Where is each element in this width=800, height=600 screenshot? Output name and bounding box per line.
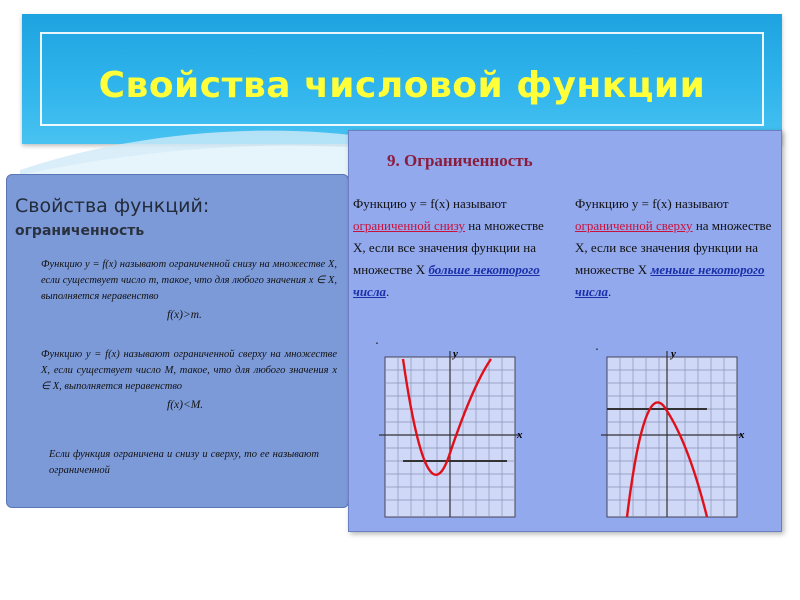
graph-bounded-below <box>379 345 529 521</box>
text-part: на множестве X, если все значения функции на множестве X <box>575 218 772 277</box>
definition-bounded: Если функция ограничена и снизу и сверху, то ее называют ограниченной <box>49 449 319 476</box>
formula-bounded-above: f(x)<M. <box>167 399 204 411</box>
formula-bounded-below: f(x)>m. <box>167 309 202 321</box>
bounded-below-term: ограниченной снизу <box>353 218 465 233</box>
bounded-above-term: ограниченной сверху <box>575 218 693 233</box>
graph-area <box>607 357 737 517</box>
less-than-number: меньше некоторого числа <box>575 262 765 299</box>
text-part: . <box>608 284 612 299</box>
graph-bounded-above <box>601 345 751 521</box>
slide-title: Свойства числовой функции <box>98 65 706 106</box>
marker-dot: . <box>375 331 379 347</box>
y-axis-label: y <box>671 348 676 360</box>
greater-than-number: больше некоторого числа <box>353 262 540 299</box>
text-part: Функцию y = f(x) называют <box>353 196 507 211</box>
x-axis-label: x <box>517 429 523 441</box>
marker-dot: . <box>595 337 599 353</box>
definition-bounded-below: Функцию y = f(x) называют ограниченной снизу на множестве X, если существует число m, такое, что для любого значения x ∈ X, выполняется неравенство <box>41 259 337 302</box>
left-panel <box>6 174 349 508</box>
x-axis-label: x <box>739 429 745 441</box>
right-panel-heading: 9. Ограниченность <box>387 151 533 170</box>
left-panel-subheading: ограниченность <box>15 223 145 239</box>
text-part: . <box>386 284 390 299</box>
right-panel <box>348 130 782 532</box>
definition-bounded-above: Функцию y = f(x) называют ограниченной сверху на множестве X, если существует число M, такое, что для любого значения x ∈ X, выполняется неравенство <box>41 349 337 392</box>
bounded-above-text <box>575 193 775 303</box>
left-panel-heading: Свойства функций: <box>15 195 210 217</box>
bounded-below-text <box>353 193 553 303</box>
y-axis-label: y <box>453 348 458 360</box>
text-part: Функцию y = f(x) называют <box>575 196 729 211</box>
text-part: на множестве X, если все значения функции на множестве X <box>353 218 544 277</box>
